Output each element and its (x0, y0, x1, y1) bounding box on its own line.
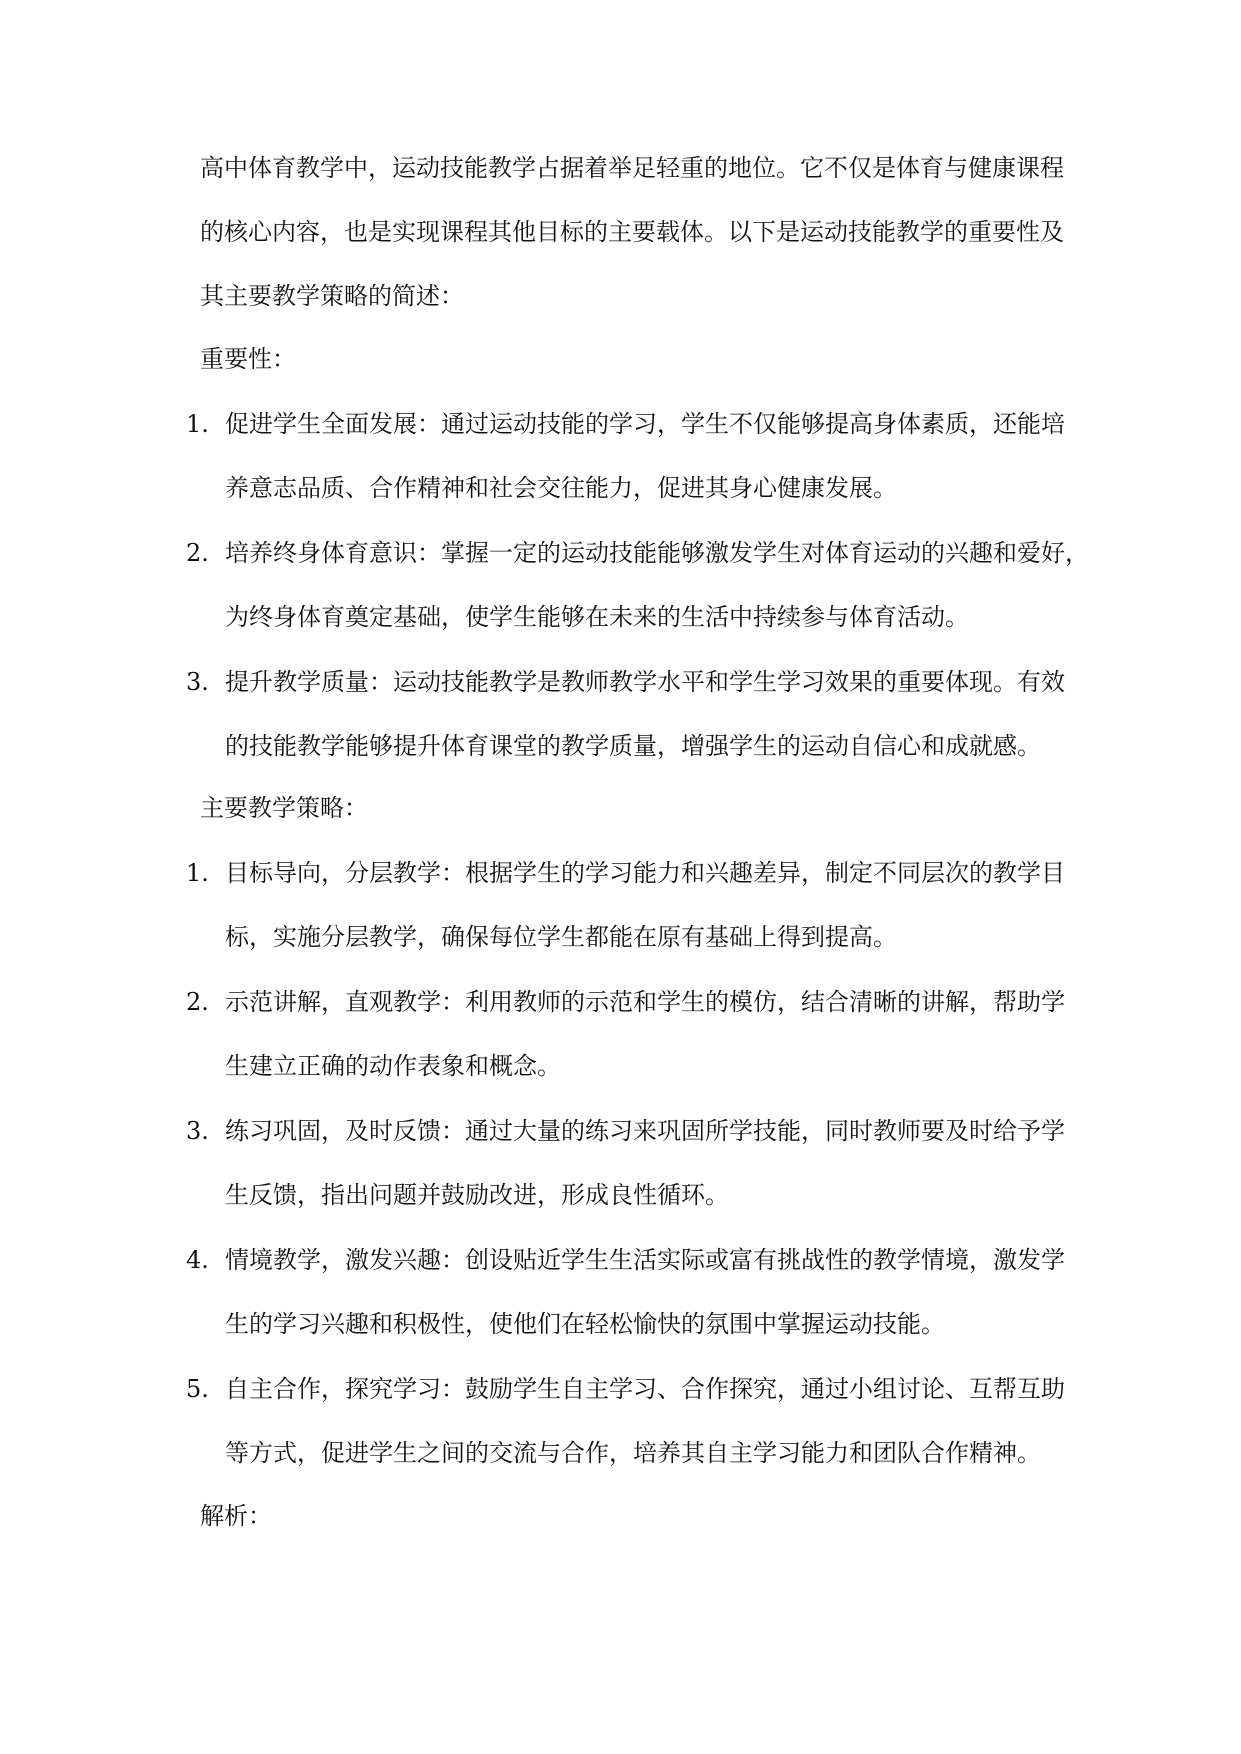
list-item (225, 392, 1105, 520)
list-item-line: 生建立正确的动作表象和概念。 (225, 1052, 561, 1080)
list-item-line: 促进学生全面发展：通过运动技能的学习，学生不仅能够提高身体素质，还能培 (225, 410, 1065, 438)
list-item-number: 5. (186, 1375, 209, 1403)
list-item-line: 养意志品质、合作精神和社会交往能力，促进其身心健康发展。 (225, 474, 897, 502)
intro-line: 的核心内容，也是实现课程其他目标的主要载体。以下是运动技能教学的重要性及 (200, 218, 1064, 246)
list-item-line: 目标导向，分层教学：根据学生的学习能力和兴趣差异，制定不同层次的教学目 (225, 859, 1065, 887)
list-item-number: 4. (186, 1246, 209, 1274)
analysis-heading: 解析： (200, 1502, 272, 1530)
list-item-number: 3. (186, 1117, 209, 1145)
list-item-line: 生反馈，指出问题并鼓励改进，形成良性循环。 (225, 1181, 729, 1209)
strategies-heading: 主要教学策略： (200, 794, 368, 822)
list-item-number: 3. (186, 668, 209, 696)
importance-heading: 重要性： (200, 345, 296, 373)
list-item-line: 生的学习兴趣和积极性，使他们在轻松愉快的氛围中掌握运动技能。 (225, 1310, 945, 1338)
list-item-line: 等方式，促进学生之间的交流与合作，培养其自主学习能力和团队合作精神。 (225, 1439, 1041, 1467)
intro-paragraph (200, 136, 1100, 328)
list-item (225, 521, 1105, 649)
list-item-line: 标，实施分层教学，确保每位学生都能在原有基础上得到提高。 (225, 923, 897, 951)
intro-line: 其主要教学策略的简述： (200, 282, 464, 310)
list-item-line: 情境教学，激发兴趣：创设贴近学生生活实际或富有挑战性的教学情境，激发学 (225, 1246, 1065, 1274)
list-item-line: 练习巩固，及时反馈：通过大量的练习来巩固所学技能，同时教师要及时给予学 (225, 1117, 1065, 1145)
list-item-number: 1. (186, 410, 209, 438)
list-item-number: 2. (186, 988, 209, 1016)
list-item (225, 1357, 1105, 1485)
list-item-line: 的技能教学能够提升体育课堂的教学质量，增强学生的运动自信心和成就感。 (225, 732, 1041, 760)
list-item (225, 650, 1105, 778)
list-item-line: 自主合作，探究学习：鼓励学生自主学习、合作探究，通过小组讨论、互帮互助 (225, 1375, 1065, 1403)
list-item-line: 为终身体育奠定基础，使学生能够在未来的生活中持续参与体育活动。 (225, 603, 969, 631)
list-item (225, 841, 1105, 969)
list-item (225, 1228, 1105, 1356)
list-item-line: 提升教学质量：运动技能教学是教师教学水平和学生学习效果的重要体现。有效 (225, 668, 1065, 696)
list-item-number: 2. (186, 539, 209, 567)
list-item-line: 培养终身体育意识：掌握一定的运动技能能够激发学生对体育运动的兴趣和爱好， (225, 539, 1089, 567)
list-item (225, 970, 1105, 1098)
list-item-line: 示范讲解，直观教学：利用教师的示范和学生的模仿，结合清晰的讲解，帮助学 (225, 988, 1065, 1016)
intro-line: 高中体育教学中，运动技能教学占据着举足轻重的地位。它不仅是体育与健康课程 (200, 154, 1064, 182)
list-item-number: 1. (186, 859, 209, 887)
list-item (225, 1099, 1105, 1227)
